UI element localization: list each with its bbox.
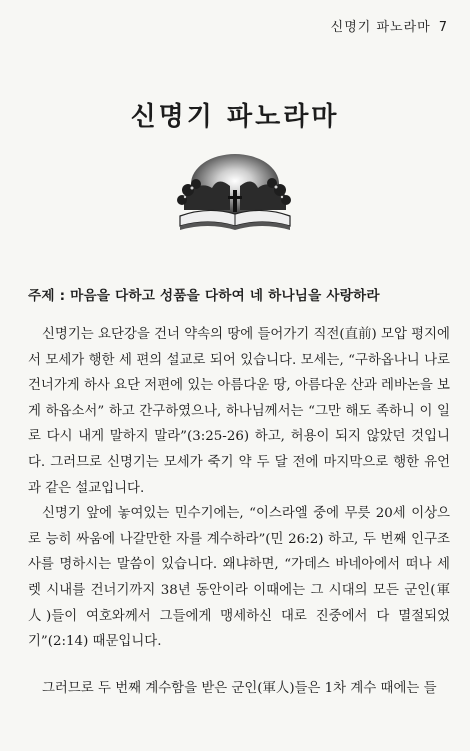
page-number: 7	[438, 20, 448, 35]
paragraph: 그러므로 두 번째 계수함을 받은 군인(軍人)들은 1차 계수 때에는 들	[42, 680, 437, 696]
book-illustration	[170, 150, 300, 242]
paragraph: 신명기는 요단강을 건너 약속의 땅에 들어가기 직전(直前) 모압 평지에서 모세가 행한 세 편의 설교로 되어 있습니다. 모세는, “구하옵나니 나로 건너가게 하사 요단 저편에 있는 아름다운 땅, 아름다운 산과 레바논을 보게 하옵소서” 하고 간구하였으나, 하나님께서는 “그만 해도 족하니 이 일로 다시 내게 말하지 말라”(3:25-26) 하고, 허용이 되지 않았던 것입니다. 그러므로 신명기는 모세가 죽기 약 두 달 전에 마지막으로 행한 유언과 같은 설교입니다.	[28, 327, 450, 496]
running-header	[331, 16, 448, 35]
chapter-title: 신명기 파노라마	[130, 102, 340, 132]
running-title: 신명기 파노라마	[330, 20, 431, 35]
body-text	[28, 322, 450, 701]
paragraph: 신명기 앞에 놓여있는 민수기에는, “이스라엘 중에 무릇 20세 이상으로 능히 싸움에 나갈만한 자를 계수하라”(민 26:2) 하고, 두 번째 인구조사를 명하시는 말씀이 있습니다. 왜냐하면, “가데스 바네아에서 떠나 세렛 시내를 건너기까지 38년 동안이라 이때에는 그 시대의 모든 군인(軍人)들이 여호와께서 그들에게 맹세하신 대로 진중에서 다 멸절되었기”(2:14) 때문입니다.	[28, 506, 450, 650]
theme-heading: 주제 : 마음을 다하고 성품을 다하여 네 하나님을 사랑하라	[28, 288, 380, 304]
